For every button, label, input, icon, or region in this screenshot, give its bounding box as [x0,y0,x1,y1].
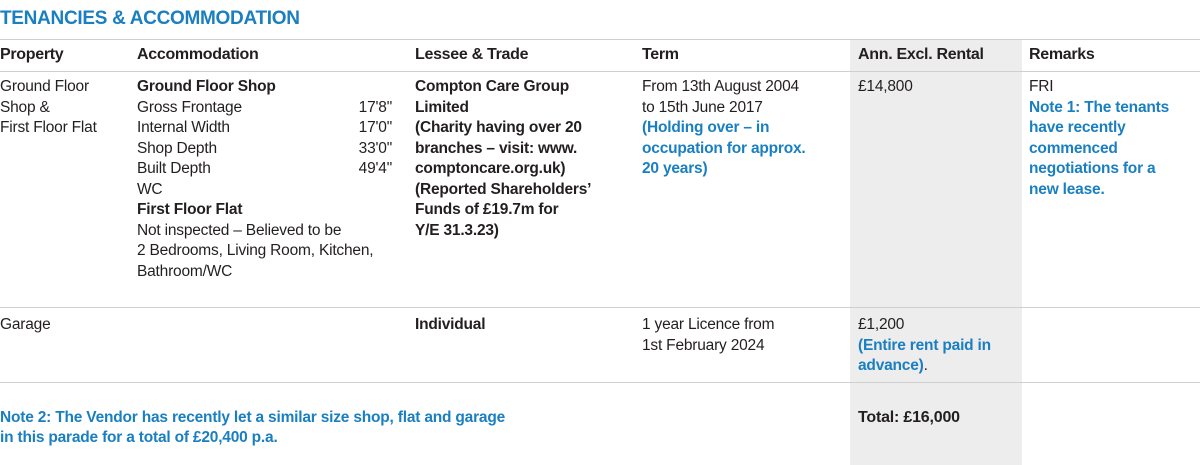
flat-heading: First Floor Flat [137,201,243,218]
dimension-label: Gross Frontage [137,98,242,116]
lessee-line: Compton Care Group [415,78,569,95]
row1-remarks [1029,77,1169,200]
dimension-value: 49'4" [358,160,392,177]
row2-rental [858,315,991,377]
rental-note-line-wrap [858,356,991,377]
rule-row1 [0,307,1200,308]
dimension-row [137,159,392,180]
property-line: Garage [0,316,51,333]
header-property: Property [0,46,64,63]
row1-accommodation [137,77,392,282]
rule-row2 [0,382,1200,383]
dimension-value: 17'0" [358,119,392,136]
dimension-value: 17'8" [358,98,392,116]
rental-note-line: advance) [858,357,924,374]
dimension-label: Shop Depth [137,139,217,157]
row1-term [642,77,806,180]
property-line: Ground Floor [0,78,89,95]
rental-note-line: (Entire rent paid in [858,336,991,354]
remarks-text: FRI [1029,78,1054,95]
dimension-row [137,98,392,119]
footer-note-line: in this parade for a total of £20,400 p.a. [0,429,278,446]
page-title: TENANCIES & ACCOMMODATION [0,8,300,29]
property-line: First Floor Flat [0,119,97,136]
rental-value: £1,200 [858,316,905,333]
row2-term [642,315,774,356]
header-accommodation: Accommodation [137,46,259,63]
rental-column-shade-body [850,72,1022,465]
dimension-row [137,118,392,139]
remarks-note-line: negotiations for a [1029,160,1156,177]
header-lessee: Lessee & Trade [415,46,529,63]
rental-note-end: . [923,357,928,374]
row1-property [0,77,97,139]
lessee-line: branches – visit: www. [415,139,578,157]
lessee-line: Y/E 31.3.23) [415,221,499,239]
lessee-line: comptoncare.org.uk) [415,160,566,177]
remarks-note-line: Note 1: The tenants [1029,98,1170,116]
row2-property [0,315,51,336]
header-term: Term [642,46,679,63]
header-rental: Ann. Excl. Rental [858,46,984,63]
row1-rental [858,77,913,98]
flat-line: Bathroom/WC [137,262,233,280]
lessee-line: Funds of £19.7m for [415,201,559,218]
term-line: From 13th August 2004 [642,78,799,95]
wc-label: WC [137,180,163,198]
footer-note [0,408,505,448]
dimension-value: 33'0" [358,139,392,157]
shop-heading: Ground Floor Shop [137,78,276,95]
term-line: to 15th June 2017 [642,98,763,116]
term-note-line: 20 years) [642,160,708,177]
remarks-note-line: have recently [1029,119,1126,136]
term-note-line: (Holding over – in [642,119,770,136]
row1-lessee [415,77,591,241]
lessee-line: Limited [415,98,469,116]
term-line: 1 year Licence from [642,316,775,333]
dimension-label: Built Depth [137,160,211,177]
row2-lessee [415,315,485,336]
term-line: 1st February 2024 [642,336,765,354]
flat-line: 2 Bedrooms, Living Room, Kitchen, [137,242,374,259]
total-rental [858,408,960,429]
lessee-line: (Reported Shareholders’ [415,180,592,198]
dimension-label: Internal Width [137,119,230,136]
rental-value: £14,800 [858,78,913,95]
remarks-note-line: new lease. [1029,180,1105,198]
total-value: Total: £16,000 [858,409,960,426]
flat-line: Not inspected – Believed to be [137,221,342,239]
lessee-line: Individual [415,316,486,333]
remarks-note-line: commenced [1029,139,1118,157]
rule-header [0,71,1200,72]
dimension-row [137,139,392,160]
lessee-line: (Charity having over 20 [415,119,582,136]
term-note-line: occupation for approx. [642,139,806,157]
property-line: Shop & [0,98,50,116]
header-remarks: Remarks [1029,46,1095,63]
footer-note-line: Note 2: The Vendor has recently let a similar size shop, flat and garage [0,409,506,426]
rule-top [0,39,1200,40]
